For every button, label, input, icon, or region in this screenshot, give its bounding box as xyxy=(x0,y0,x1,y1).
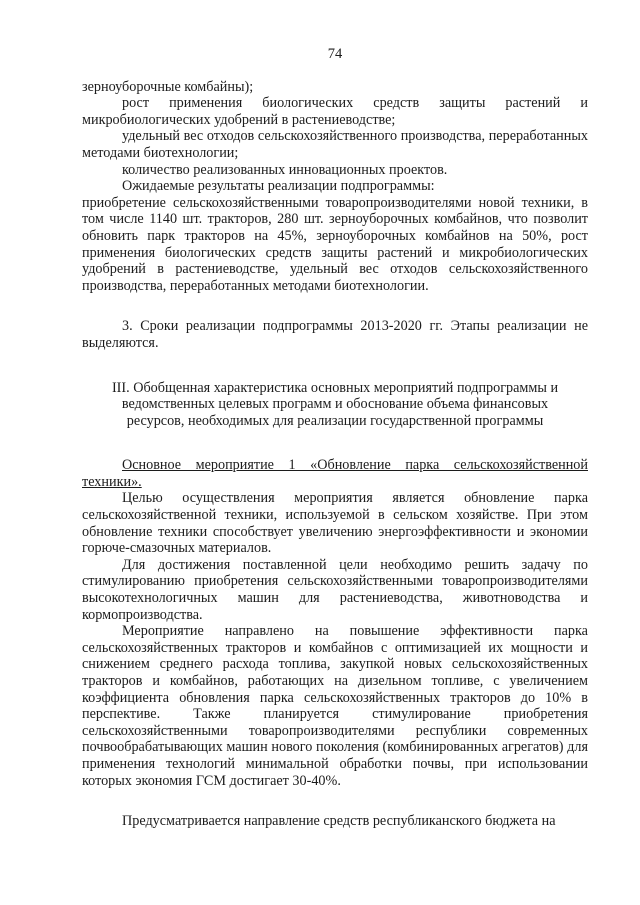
indicator-waste-share: удельный вес отходов сельскохозяйственного производства, переработанных методами биотехнологии; xyxy=(82,128,588,161)
measure-1-title-text: Основное мероприятие 1 «Обновление парка сельскохозяйственной техники». xyxy=(82,457,588,490)
document-page xyxy=(82,46,588,830)
measure-direction-paragraph: Мероприятие направлено на повышение эффективности парка сельскохозяйственных тракторов и комбайнов с оптимизацией их мощности и снижением среднего расхода топлива, закупкой новых сельскохозяйственных тракторов и комбайнов, работающих на дизельном топливе, с увеличением коэффициента обновления парка сельскохозяйственных тракторов до 10% в перспективе. Также планируется стимулирование приобретения сельскохозяйственными товаропроизводителями республики современных почвообрабатывающих машин нового поколения (комбинированных агрегатов) для применения технологий минимальной обработки почвы, при использовании которых экономия ГСМ достигает 30-40%. xyxy=(82,623,588,789)
section-3-timeline: 3. Сроки реализации подпрограммы 2013-2020 гг. Этапы реализации не выделяются. xyxy=(82,318,588,351)
budget-paragraph: Предусматривается направление средств республиканского бюджета на xyxy=(122,813,556,830)
indicator-innovation-projects: количество реализованных инновационных проектов. xyxy=(122,161,448,178)
indicator-biological-means: рост применения биологических средств защиты растений и микробиологических удобрений в растениеводстве; xyxy=(82,95,588,128)
measure-task-paragraph: Для достижения поставленной цели необходимо решить задачу по стимулированию приобретения сельскохозяйственными товаропроизводителями высокотехнологичных машин для растениеводства, животноводства и кормопроизводства. xyxy=(82,556,588,623)
expected-results-heading: Ожидаемые результаты реализации подпрограммы: xyxy=(122,178,435,195)
list-continuation: зерноуборочные комбайны); xyxy=(82,78,254,95)
measure-goal-paragraph: Целью осуществления мероприятия является обновление парка сельскохозяйственной техники, используемой в сельском хозяйстве. При этом обновление техники способствует увеличению энергоэффективности и экономии горюче-смазочных материалов. xyxy=(82,490,588,557)
measure-1-title xyxy=(82,457,588,490)
page-number: 74 xyxy=(327,46,343,62)
expected-results-text: приобретение сельскохозяйственными товаропроизводителями новой техники, в том числе 1140 шт. тракторов, 280 шт. зерноуборочных комбайнов, что позволит обновить парк тракторов на 45%, зерноуборочных комбайнов на 50%, рост применения биологических средств защиты растений и микробиологических удобрений в растениеводстве, удельный вес отходов сельскохозяйственного производства, переработанных методами биотехнологии. xyxy=(82,194,588,294)
section-3-heading: III. Обобщенная характеристика основных мероприятий подпрограммы и ведомственных целевых программ и обоснование объема финансовых ресурсов, необходимых для реализации государственной программы xyxy=(111,379,559,429)
